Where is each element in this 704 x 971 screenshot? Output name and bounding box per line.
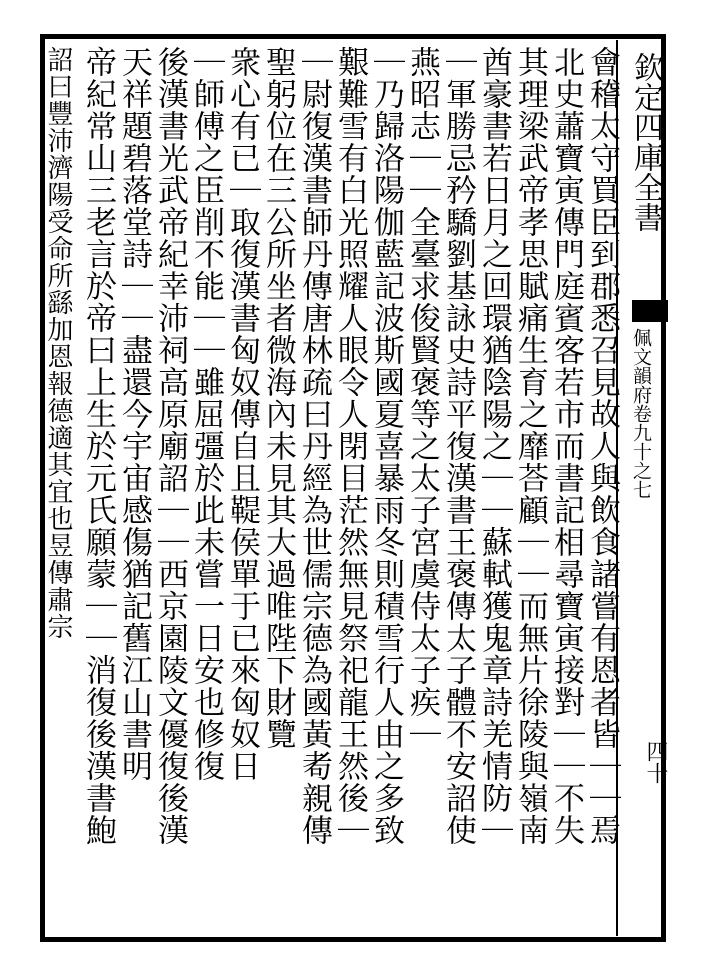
fish-tail-mark-icon: [632, 300, 668, 322]
text-column-11: 衆心有已｜取復漢書匈奴傳自且鞮侯單于已來匈奴日: [224, 46, 260, 782]
text-column-1: 會稽太守買臣到郡悉召見故人與飲食諸嘗有恩者皆｜｜焉: [584, 46, 620, 846]
text-column-2: 北史蕭寶寅傳門庭賓客若市而書記相尋寶寅接對｜｜不失: [548, 46, 584, 846]
text-column-10: 聖躬位在三公所坐者微海內未見其大過唯陛下財覽: [260, 46, 296, 750]
text-column-8: 艱難雪有白光照耀人眼令人閉目茫然無見祭祀龍王然後｜: [332, 46, 368, 846]
text-column-16: 詔曰豐沛濟陽受命所繇加恩報德適其宜也昱傳肅宗: [43, 46, 73, 640]
text-column-4: 酋豪書若日月之回環猶陰陽之｜｜蘇軾獲鬼章詩羌情防｜: [476, 46, 512, 846]
text-column-15: 帝紀常山三老言於帝曰上生於元氏願蒙｜｜消復後漢書鮑: [80, 46, 116, 846]
text-column-3: 其理梁武帝孝思賦痛生育之靡荅顧｜｜而無片徐陵與嶺南: [512, 46, 548, 846]
text-column-13: 後漢書光武帝紀幸沛祠高原廟詔｜｜西京園陵文優復後漢: [152, 46, 188, 846]
page-number: 四十: [643, 740, 668, 784]
volume-label: 佩文韻府卷九十之七: [630, 328, 652, 499]
text-column-6: 燕昭志｜｜全臺求俊賢褒等之太子宮虞侍太子疾｜: [404, 46, 440, 750]
text-column-14: 天祥題碧落堂詩｜｜盡還今宇宙感傷猶記舊江山書明: [116, 46, 152, 782]
text-column-9: ｜尉復漢書師丹傳唐林疏曰丹經為世儒宗德為國黃耇親傳: [296, 46, 332, 846]
collection-title: 欽定四庫全書: [628, 52, 663, 232]
text-column-7: ｜乃歸洛陽伽藍記波斯國夏喜暴雨冬則積雪行人由之多致: [368, 46, 404, 846]
text-column-12: ｜師傅之臣削不能｜｜雖屈彊於此未嘗一日安也修復: [188, 46, 224, 782]
text-column-5: ｜軍勝忌矜驕劉基詠史詩平復漢書王褒傳太子體不安詔使: [440, 46, 476, 846]
